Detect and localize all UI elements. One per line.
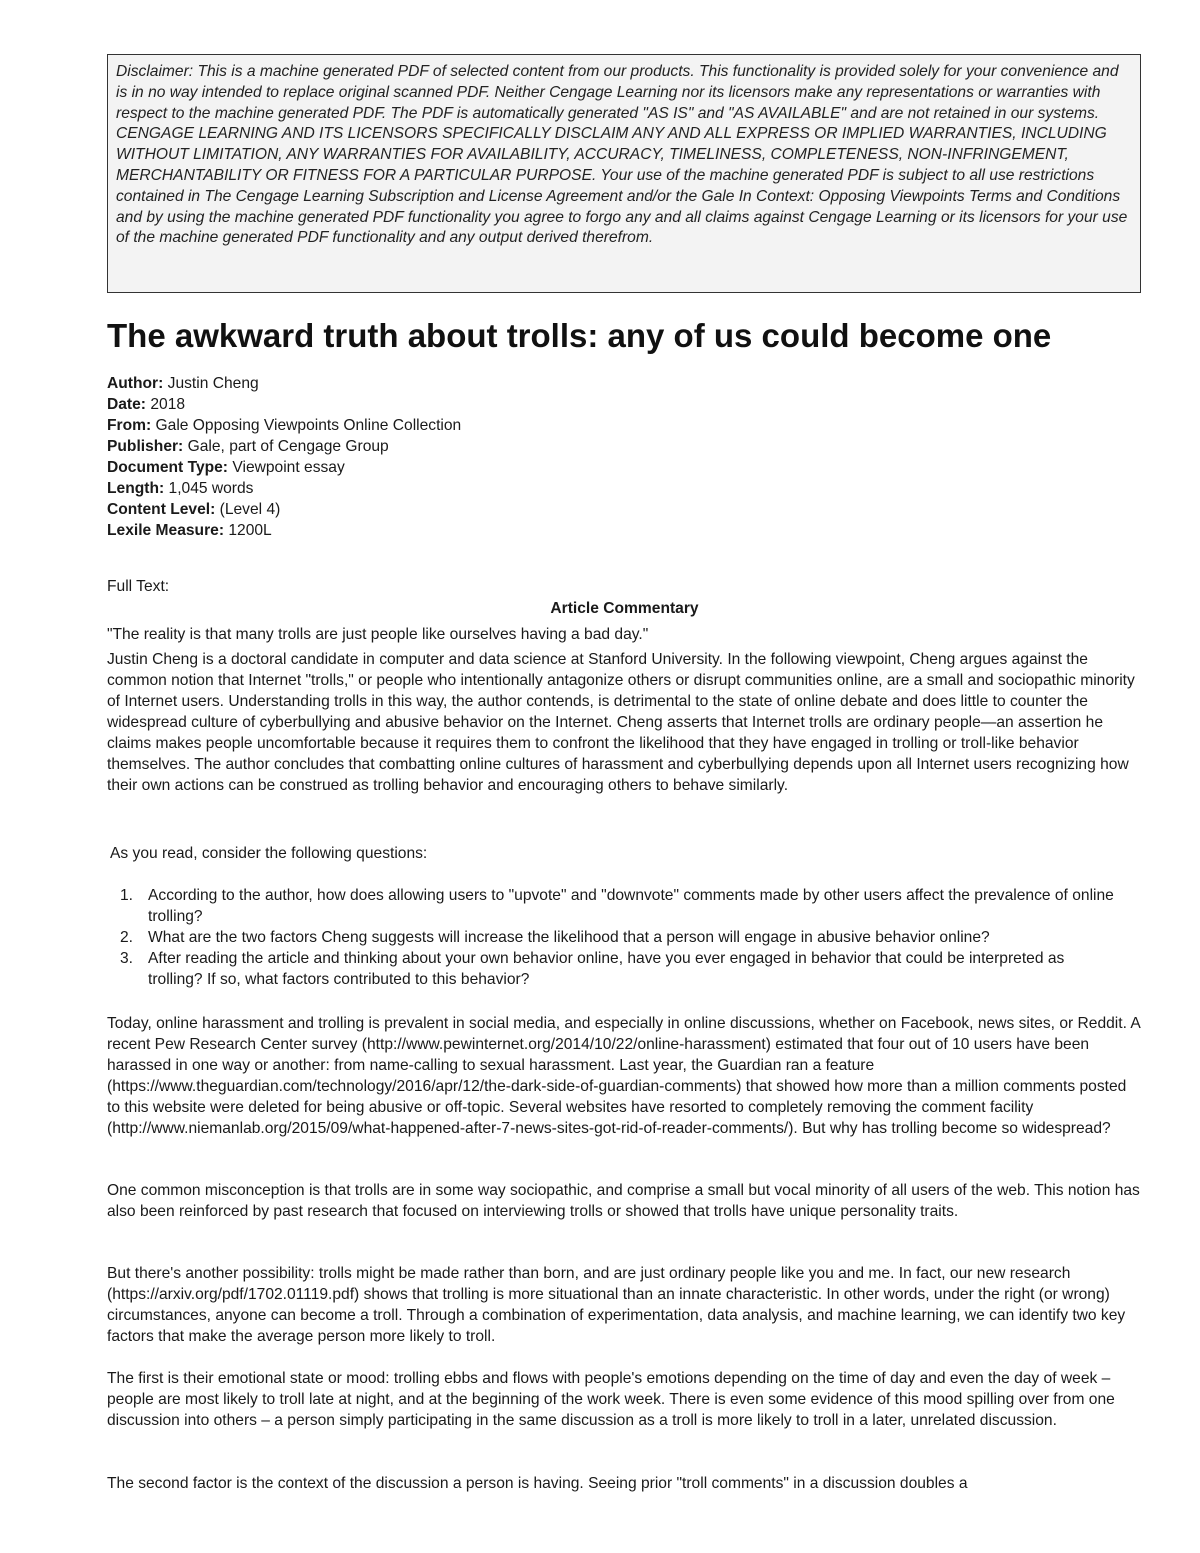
question-text: After reading the article and thinking about your own behavior online, have you ever engaged in behavior that could be interpreted as trolling? If so, what factors contributed to this behavior?	[148, 950, 1065, 988]
meta-value: Viewpoint essay	[232, 459, 345, 476]
meta-date	[107, 394, 461, 415]
article-title: The awkward truth about trolls: any of us could become one	[107, 317, 1052, 354]
meta-value: Gale, part of Cengage Group	[187, 438, 389, 455]
meta-content-level	[107, 499, 461, 520]
meta-from	[107, 415, 461, 436]
question-number: 3.	[120, 950, 134, 967]
disclaimer-text: Disclaimer: This is a machine generated PDF of selected content from our products. This functionality is provided solely for your convenience and is in no way intended to replace original scanned PDF. Neither Cengage Learning nor its licensors make any representations or warranties with respect to the machine generated PDF. The PDF is automatically generated "AS IS" and "AS AVAILABLE" and are not retained in our systems. CENGAGE LEARNING AND ITS LICENSORS SPECIFICALLY DISCLAIM ANY AND ALL EXPRESS OR IMPLIED WARRANTIES, INCLUDING WITHOUT LIMITATION, ANY WARRANTIES FOR AVAILABILITY, ACCURACY, TIMELINESS, COMPLETENESS, NON-INFRINGEMENT, MERCHANTABILITY OR FITNESS FOR A PARTICULAR PURPOSE. Your use of the machine generated PDF is subject to all use restrictions contained in The Cengage Learning Subscription and License Agreement and/or the Gale In Context: Opposing Viewpoints Terms and Conditions and by using the machine generated PDF functionality you agree to forgo any and all claims against Cengage Learning or its licensors for your use of the machine generated PDF functionality and any output derived therefrom.	[116, 63, 1128, 247]
question-number: 2.	[120, 929, 134, 946]
meta-label: Date:	[107, 396, 146, 413]
meta-value: (Level 4)	[219, 501, 281, 518]
pull-quote: "The reality is that many trolls are just people like ourselves having a bad day."	[107, 626, 649, 643]
list-item	[120, 948, 1120, 990]
commentary-heading: Article Commentary	[550, 600, 699, 617]
meta-value: 1200L	[228, 522, 272, 539]
meta-length	[107, 478, 461, 499]
meta-lexile-measure	[107, 520, 461, 541]
body-paragraph: One common misconception is that trolls are in some way sociopathic, and comprise a small but vocal minority of all users of the web. This notion has also been reinforced by past research that focused on interviewing trolls or showed that trolls have unique personality traits.	[107, 1182, 1140, 1220]
metadata-list	[107, 373, 461, 541]
full-text-label: Full Text:	[107, 578, 170, 595]
meta-value: 1,045 words	[168, 480, 254, 497]
meta-label: Author:	[107, 375, 164, 392]
meta-value: Gale Opposing Viewpoints Online Collection	[155, 417, 462, 434]
body-paragraph: But there's another possibility: trolls might be made rather than born, and are just ordinary people like you and me. In fact, our new research (https://arxiv.org/pdf/1702.01119.pdf) shows that trolling is more situational than an innate characteristic. In other words, under the right (or wrong) circumstances, anyone can become a troll. Through a combination of experimentation, data analysis, and machine learning, we can identify two key factors that make the average person more likely to troll.	[107, 1265, 1126, 1345]
list-item	[120, 885, 1120, 927]
body-paragraph: The first is their emotional state or mood: trolling ebbs and flows with people's emotions depending on the time of day and even the day of week – people are most likely to troll late at night, and at the beginning of the work week. There is even some evidence of this mood spilling over from one discussion into others – a person simply participating in the same discussion as a troll is more likely to troll in a later, unrelated discussion.	[107, 1370, 1115, 1429]
meta-document-type	[107, 457, 461, 478]
questions-intro: As you read, consider the following questions:	[110, 845, 428, 862]
meta-label: Publisher:	[107, 438, 184, 455]
question-text: What are the two factors Cheng suggests will increase the likelihood that a person will engage in abusive behavior online?	[148, 929, 990, 946]
list-item	[120, 927, 1120, 948]
intro-paragraph: Justin Cheng is a doctoral candidate in computer and data science at Stanford University. In the following viewpoint, Cheng argues against the common notion that Internet "trolls," or people who intentionally antagonize others or disrupt communities online, are a small and sociopathic minority of Internet users. Understanding trolls in this way, the author contends, is detrimental to the state of online debate and does little to counter the widespread culture of cyberbullying and abusive behavior on the Internet. Cheng asserts that Internet trolls are ordinary people—an assertion he claims makes people uncomfortable because it requires them to confront the likelihood that they have engaged in trolling or troll-like behavior themselves. The author concludes that combatting online cultures of harassment and cyberbullying depends upon all Internet users recognizing how their own actions can be construed as trolling behavior and encouraging others to behave similarly.	[107, 651, 1135, 794]
meta-label: Lexile Measure:	[107, 522, 225, 539]
meta-label: Document Type:	[107, 459, 229, 476]
meta-label: Length:	[107, 480, 165, 497]
meta-label: Content Level:	[107, 501, 216, 518]
question-text: According to the author, how does allowing users to "upvote" and "downvote" comments made by other users affect the prevalence of online trolling?	[148, 887, 1114, 925]
question-number: 1.	[120, 887, 134, 904]
body-paragraph: The second factor is the context of the discussion a person is having. Seeing prior "troll comments" in a discussion doubles a	[107, 1475, 968, 1492]
meta-value: 2018	[150, 396, 186, 413]
meta-author	[107, 373, 461, 394]
meta-value: Justin Cheng	[167, 375, 259, 392]
questions-list	[120, 885, 1120, 990]
meta-label: From:	[107, 417, 152, 434]
body-paragraph: Today, online harassment and trolling is prevalent in social media, and especially in online discussions, whether on Facebook, news sites, or Reddit. A recent Pew Research Center survey (http://www.pewinternet.org/2014/10/22/online-harassment) estimated that four out of 10 users have been harassed in one way or another: from name-calling to sexual harassment. Last year, the Guardian ran a feature (https://www.theguardian.com/technology/2016/apr/12/the-dark-side-of-guardian-comments) that showed how more than a million comments posted to this website were deleted for being abusive or off-topic. Several websites have resorted to completely removing the comment facility (http://www.niemanlab.org/2015/09/what-happened-after-7-news-sites-got-rid-of-reader-comments/). But why has trolling become so widespread?	[107, 1015, 1140, 1137]
meta-publisher	[107, 436, 461, 457]
disclaimer-box	[107, 54, 1141, 293]
